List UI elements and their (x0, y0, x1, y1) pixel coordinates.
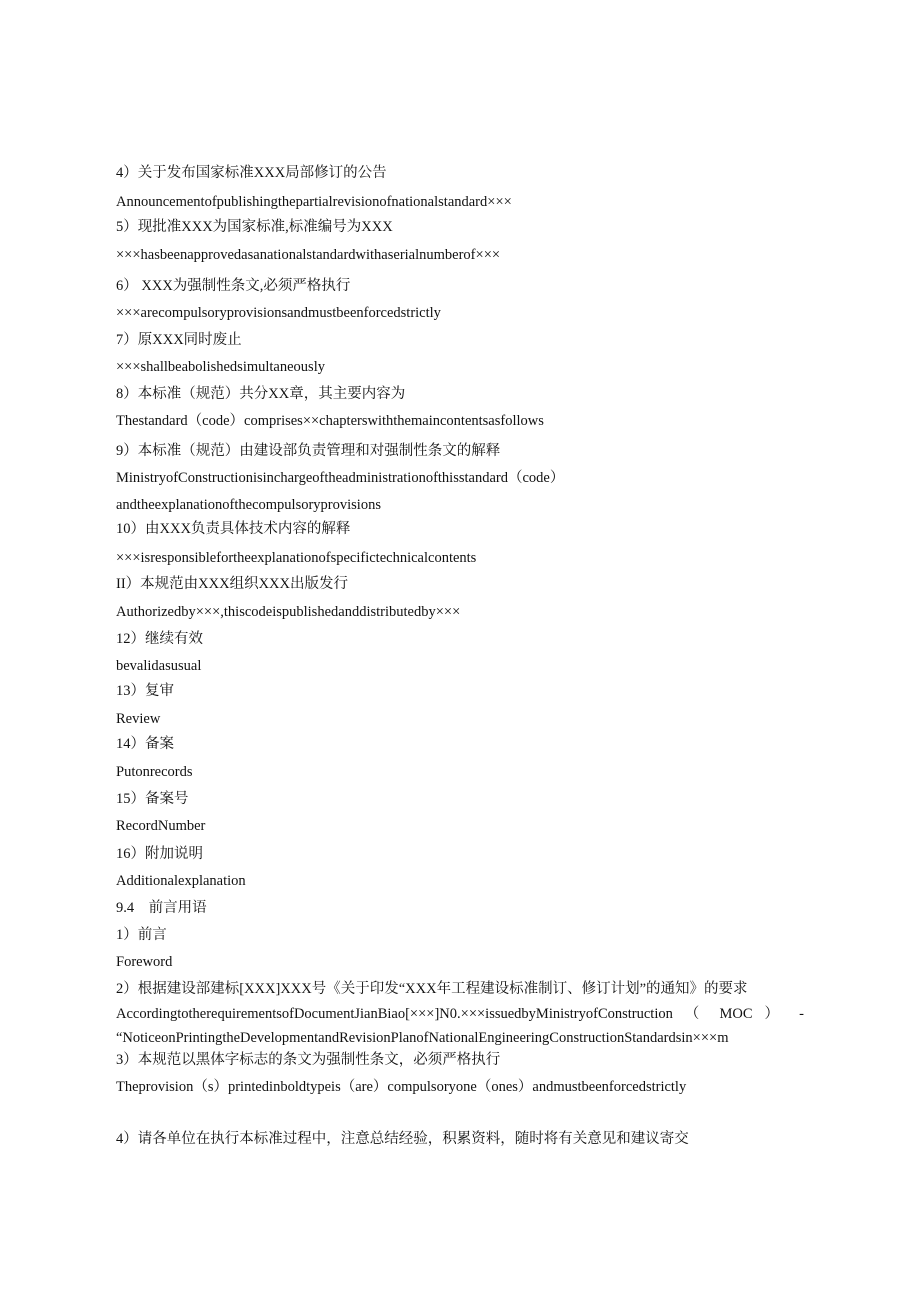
item-14-record-en: Putonrecords (116, 764, 193, 780)
item-9-ministry-en-2: andtheexplanationofthecompulsoryprovisions (116, 497, 381, 513)
foreword-item-2-cn: 2）根据建设部建标[XXX]XXX号《关于印发“XXX年工程建设标准制订、修订计划”的通知》的要求 (116, 981, 748, 997)
item-15-record-number-en: RecordNumber (116, 818, 206, 834)
item-12-valid-en: bevalidasusual (116, 658, 202, 674)
item-7-abolish-en: ×××shallbeabolishedsimultaneously (116, 359, 325, 375)
item-10-explanation-en: ×××isresponsiblefortheexplanationofspecifictechnicalcontents (116, 550, 477, 566)
foreword-item-2-en-1: AccordingtotherequirementsofDocumentJianBiao[×××]N0.×××issuedbyMinistryofConstruction （ MOC ） - (116, 1006, 804, 1022)
item-14-record-cn: 14）备案 (116, 736, 174, 752)
item-6-compulsory-en: ×××arecompulsoryprovisionsandmustbeenforcedstrictly (116, 305, 441, 321)
item-12-valid-cn: 12）继续有效 (116, 631, 203, 647)
item-11-publish-en: Authorizedby×××,thiscodeispublishedanddistributedby××× (116, 604, 461, 620)
item-6-compulsory-cn: 6） XXX为强制性条文,必须严格执行 (116, 278, 351, 294)
item-7-abolish-cn: 7）原XXX同时废止 (116, 332, 242, 348)
foreword-item-3-cn: 3）本规范以黑体字标志的条文为强制性条文，必须严格执行 (116, 1052, 501, 1068)
item-4-announcement-en: Announcementofpublishingthepartialrevisionofnationalstandard××× (116, 194, 512, 210)
item-16-additional-en: Additionalexplanation (116, 873, 246, 889)
item-9-ministry-cn: 9）本标准（规范）由建设部负责管理和对强制性条文的解释 (116, 443, 501, 459)
item-4-announcement-cn: 4）关于发布国家标准XXX局部修订的公告 (116, 165, 387, 181)
item-5-approval-en: ×××hasbeenapprovedasanationalstandardwithaserialnumberof××× (116, 247, 501, 263)
item-8-chapters-cn: 8）本标准（规范）共分XX章，其主要内容为 (116, 386, 406, 402)
foreword-item-4-cn: 4）请各单位在执行本标准过程中，注意总结经验，积累资料，随时将有关意见和建议寄交 (116, 1131, 689, 1147)
foreword-item-1-cn: 1）前言 (116, 927, 167, 943)
item-8-chapters-en: Thestandard（code）comprises××chapterswiththemaincontentsasfollows (116, 413, 544, 429)
section-9-4-heading: 9.4 前言用语 (116, 900, 207, 916)
foreword-item-1-en: Foreword (116, 954, 173, 970)
item-9-ministry-en-1: MinistryofConstructionisinchargeoftheadministrationofthisstandard（code） (116, 470, 565, 486)
item-5-approval-cn: 5）现批准XXX为国家标准,标准编号为XXX (116, 219, 393, 235)
item-11-publish-cn: II）本规范由XXX组织XXX出版发行 (116, 576, 348, 592)
foreword-item-2-en-2: “NoticeonPrintingtheDevelopmentandRevisionPlanofNationalEngineeringConstructionStandardsin×××m (116, 1030, 729, 1046)
item-16-additional-cn: 16）附加说明 (116, 846, 203, 862)
item-10-explanation-cn: 10）由XXX负责具体技术内容的解释 (116, 521, 351, 537)
foreword-item-3-en: Theprovision（s）printedinboldtypeis（are）compulsoryone（ones）andmustbeenforcedstrictly (116, 1079, 687, 1095)
item-13-review-cn: 13）复审 (116, 683, 174, 699)
item-15-record-number-cn: 15）备案号 (116, 791, 189, 807)
item-13-review-en: Review (116, 711, 161, 727)
